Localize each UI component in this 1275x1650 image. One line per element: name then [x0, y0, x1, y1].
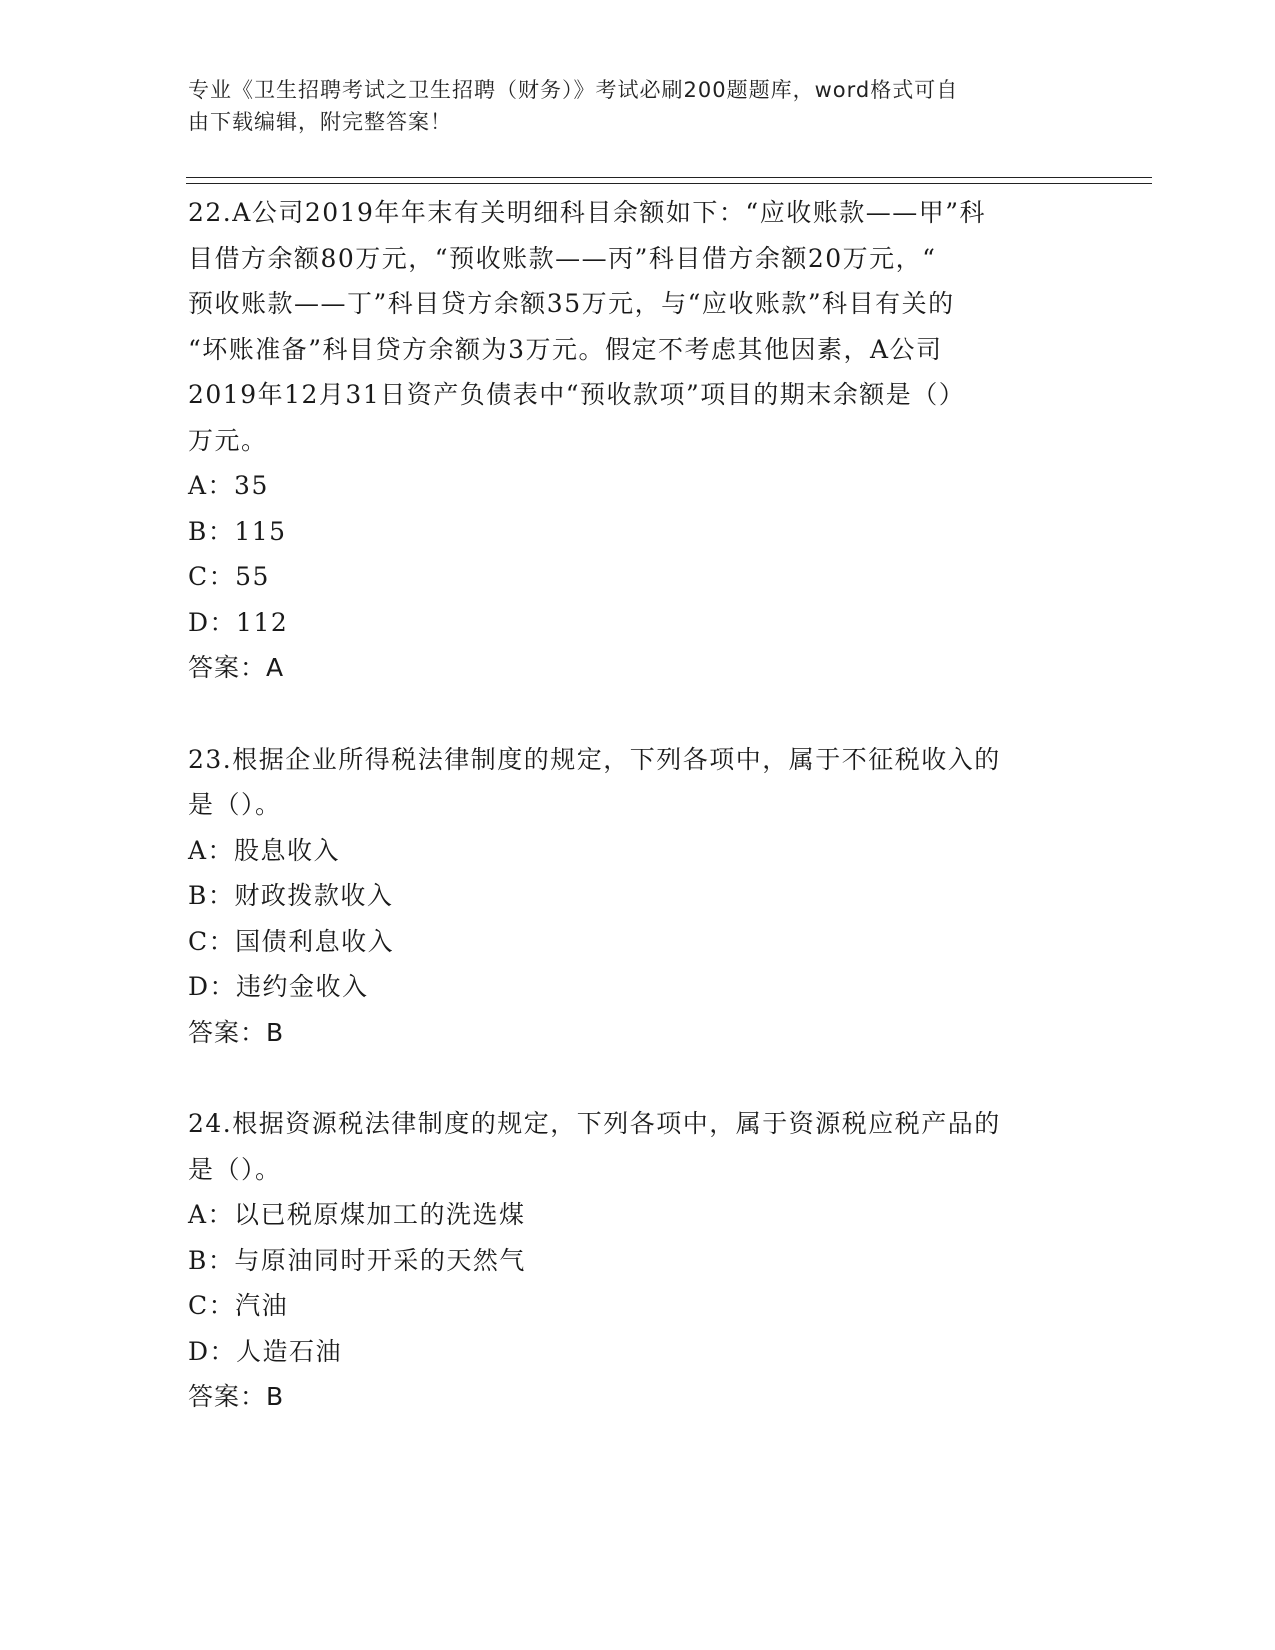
header-divider-top	[186, 177, 1152, 178]
option-b: B：与原油同时开采的天然气	[188, 1245, 526, 1275]
option-d: D：违约金收入	[188, 972, 369, 1001]
question-stem-line: 24.根据资源税法律制度的规定，下列各项中，属于资源税应税产品的	[188, 1109, 1001, 1138]
option-a: A：35	[188, 471, 269, 500]
question-22	[188, 190, 1088, 691]
question-spacer	[188, 1055, 1088, 1101]
answer-line: 答案：A	[188, 653, 285, 682]
option-a: A：以已税原煤加工的洗选煤	[188, 1200, 526, 1229]
question-stem-line: 目借方余额80万元，“预收账款——丙”科目借方余额20万元，“	[188, 243, 937, 273]
option-c: C：汽油	[188, 1291, 289, 1320]
question-stem-line: 22.A公司2019年年末有关明细科目余额如下：“应收账款——甲”科	[188, 198, 986, 227]
option-b: B：115	[188, 516, 287, 546]
question-23	[188, 737, 1088, 1056]
question-stem-line: 万元。	[188, 425, 268, 455]
question-stem-line: 2019年12月31日资产负债表中“预收款项”项目的期末余额是（）	[188, 380, 966, 409]
question-stem-line: 23.根据企业所得税法律制度的规定，下列各项中，属于不征税收入的	[188, 744, 1001, 774]
answer-line: 答案：B	[188, 1017, 285, 1047]
document-header	[188, 74, 1068, 138]
question-stem-line: 预收账款——丁”科目贷方余额35万元，与“应收账款”科目有关的	[188, 289, 955, 318]
question-list	[188, 190, 1088, 1420]
header-divider-bottom	[186, 183, 1152, 184]
header-line-1: 专业《卫生招聘考试之卫生招聘（财务）》考试必刷200题题库，word格式可自	[188, 78, 959, 102]
option-a: A：股息收入	[188, 835, 341, 865]
question-stem-line: 是（）。	[188, 1154, 282, 1184]
option-d: D：人造石油	[188, 1336, 343, 1366]
option-d: D：112	[188, 607, 289, 637]
header-line-2: 由下载编辑，附完整答案！	[188, 110, 452, 134]
option-b: B：财政拨款收入	[188, 881, 394, 910]
question-spacer	[188, 691, 1088, 737]
option-c: C：55	[188, 562, 270, 591]
option-c: C：国债利息收入	[188, 926, 395, 956]
question-stem-line: “坏账准备”科目贷方余额为3万元。假定不考虑其他因素，A公司	[188, 334, 943, 364]
answer-line: 答案：B	[188, 1382, 285, 1411]
question-stem-line: 是（）。	[188, 790, 282, 819]
question-24	[188, 1101, 1088, 1420]
